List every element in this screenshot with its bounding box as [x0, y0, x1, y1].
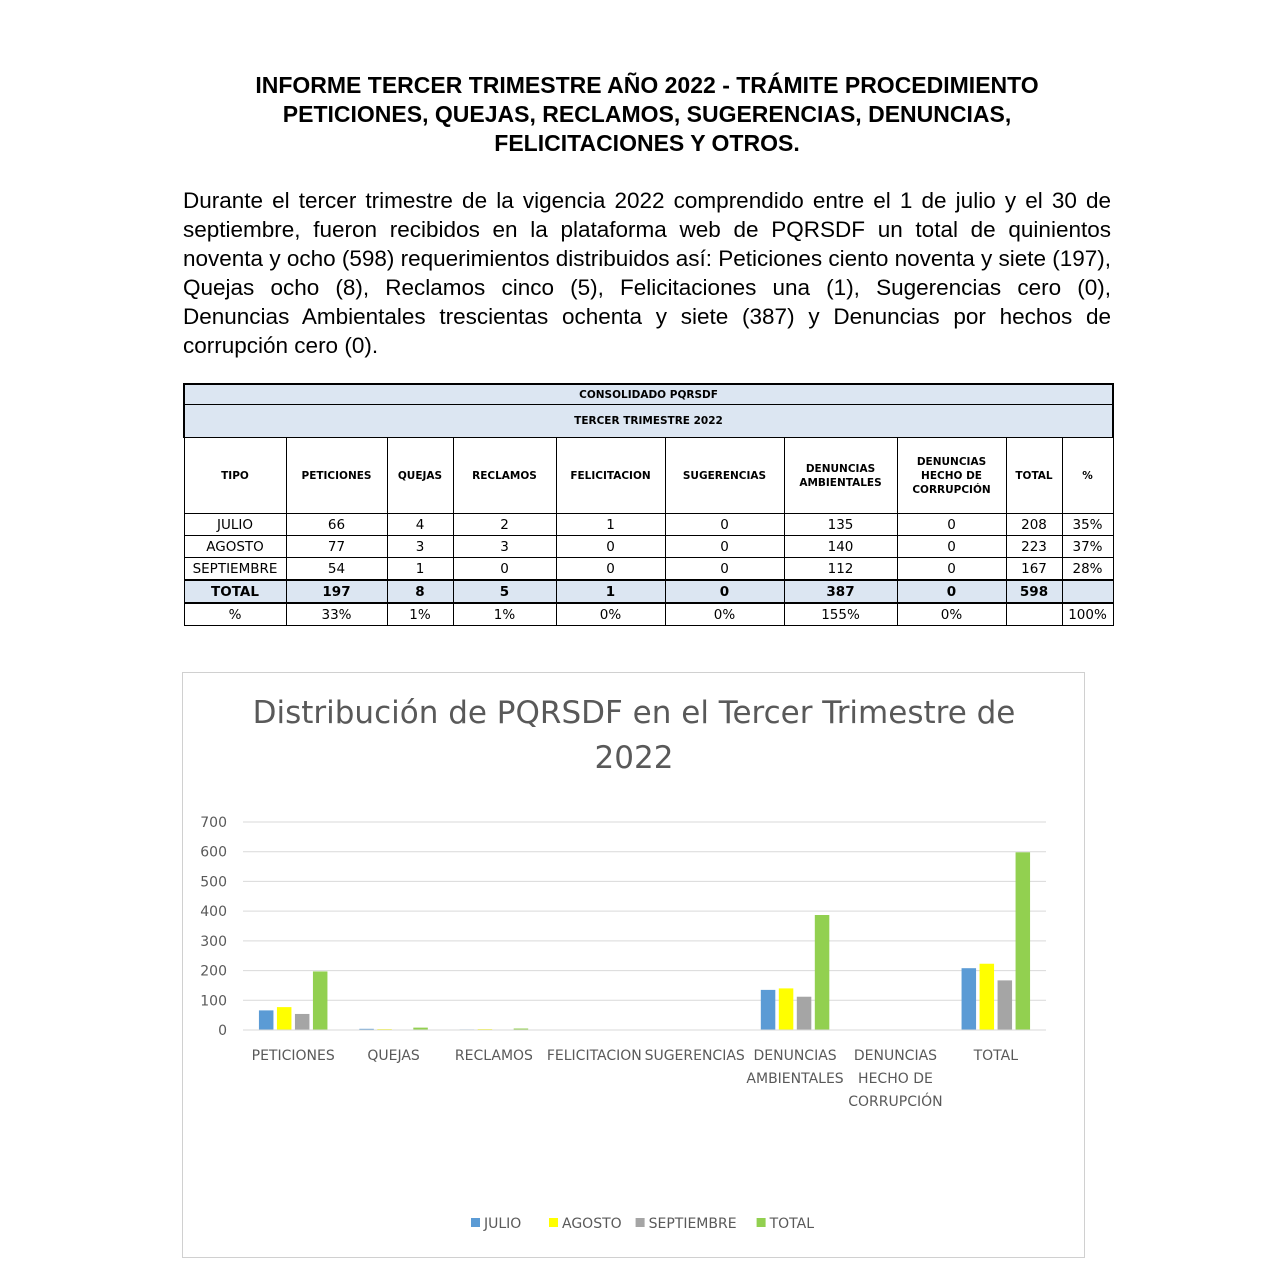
table-cell: 77: [286, 536, 387, 558]
x-tick-label: SUGERENCIAS: [644, 1048, 745, 1064]
table-cell: 208: [1006, 514, 1062, 536]
table-total-row: [184, 580, 1113, 603]
report-title: [183, 71, 1111, 158]
table-cell: 598: [1006, 580, 1062, 603]
title-line: FELICITACIONES Y OTROS.: [494, 130, 800, 156]
table-cell: 66: [286, 514, 387, 536]
table-cell: 3: [387, 536, 453, 558]
table-row: [184, 558, 1113, 581]
x-tick-label: QUEJAS: [367, 1048, 420, 1064]
x-tick-label: DENUNCIAS AMBIENTALES: [746, 1048, 844, 1087]
bar: [815, 915, 830, 1030]
table-cell: 0: [556, 536, 665, 558]
table-cell: 33%: [286, 603, 387, 626]
x-tick-label: PETICIONES: [251, 1048, 335, 1064]
column-header: RECLAMOS: [453, 438, 556, 514]
table-cell: AGOSTO: [184, 536, 286, 558]
chart-title: 2022: [594, 740, 674, 776]
table-header-consolidado: CONSOLIDADO PQRSDF: [184, 384, 1113, 405]
bar: [277, 1007, 292, 1030]
y-tick-label: 600: [200, 844, 227, 861]
intro-paragraph: Durante el tercer trimestre de la vigencia 2022 comprendido entre el 1 de julio y el 30 de septiembre, fueron recibidos en la plataforma web de PQRSDF un total de quinientos noventa y ocho (598) requerimientos distribuidos así: Peticiones ciento noventa y siete (197), Quejas ocho (8), Reclamos cinco (5), Felicitaciones una (1), Sugerencias cero (0), Denuncias Ambientales trescientas ochenta y siete (387) y Denuncias por hechos de corrupción cero (0).: [183, 188, 1112, 358]
title-line: PETICIONES, QUEJAS, RECLAMOS, SUGERENCIAS, DENUNCIAS,: [282, 101, 1012, 127]
legend-swatch: [549, 1218, 558, 1227]
table-cell: 8: [387, 580, 453, 603]
legend-swatch: [636, 1218, 645, 1227]
table-cell: 35%: [1062, 514, 1113, 536]
table-cell: TOTAL: [184, 580, 286, 603]
x-tick-label: DENUNCIAS HECHO DE CORRUPCIÓN: [848, 1048, 943, 1110]
table-cell: 1%: [387, 603, 453, 626]
table-cell: 0: [897, 514, 1006, 536]
table-cell: 0: [665, 558, 784, 581]
bar: [779, 988, 794, 1030]
column-header: DENUNCIAS AMBIENTALES: [784, 438, 897, 514]
column-header: DENUNCIAS HECHO DE CORRUPCIÓN: [897, 438, 1006, 514]
y-tick-label: 500: [200, 874, 227, 891]
table-cell: 1%: [453, 603, 556, 626]
column-header: PETICIONES: [286, 438, 387, 514]
table-cell: 4: [387, 514, 453, 536]
y-tick-label: 100: [200, 993, 227, 1010]
column-header: %: [1062, 438, 1113, 514]
table-percent-row: [184, 603, 1113, 626]
bar: [1016, 852, 1031, 1030]
bar: [761, 990, 776, 1030]
legend-label: JULIO: [484, 1216, 522, 1232]
table-header-trimestre: TERCER TRIMESTRE 2022: [184, 405, 1113, 438]
table-cell: 2: [453, 514, 556, 536]
column-header: TOTAL: [1006, 438, 1062, 514]
bar-chart: [183, 673, 1086, 1259]
table-cell: JULIO: [184, 514, 286, 536]
table-cell: 28%: [1062, 558, 1113, 581]
table-cell: 0: [897, 536, 1006, 558]
bar: [797, 997, 812, 1030]
column-header: QUEJAS: [387, 438, 453, 514]
table-cell: [1062, 580, 1113, 603]
table-cell: 1: [387, 558, 453, 581]
bar: [980, 964, 995, 1030]
x-tick-label: RECLAMOS: [454, 1048, 533, 1064]
table-cell: 1: [556, 514, 665, 536]
table-cell: 387: [784, 580, 897, 603]
table-cell: 0: [453, 558, 556, 581]
table-cell: 0: [897, 580, 1006, 603]
table-cell: 135: [784, 514, 897, 536]
table-cell: 3: [453, 536, 556, 558]
legend-label: TOTAL: [769, 1216, 815, 1232]
table-cell: 0%: [897, 603, 1006, 626]
table-cell: 0: [665, 514, 784, 536]
y-tick-label: 200: [200, 963, 227, 980]
x-tick-label: TOTAL: [973, 1048, 1019, 1064]
column-header: TIPO: [184, 438, 286, 514]
table-cell: 197: [286, 580, 387, 603]
table-cell: %: [184, 603, 286, 626]
legend-swatch: [471, 1218, 480, 1227]
table-cell: 0: [897, 558, 1006, 581]
column-header: FELICITACION: [556, 438, 665, 514]
y-tick-label: 300: [200, 933, 227, 950]
legend-label: AGOSTO: [562, 1216, 622, 1232]
table-cell: 5: [453, 580, 556, 603]
table-cell: 0%: [665, 603, 784, 626]
table-cell: SEPTIEMBRE: [184, 558, 286, 581]
chart-title: Distribución de PQRSDF en el Tercer Trimestre de: [252, 695, 1016, 731]
x-tick-label: FELICITACION: [546, 1048, 642, 1064]
y-tick-label: 400: [200, 904, 227, 921]
bar: [259, 1010, 274, 1030]
table-row: [184, 514, 1113, 536]
table-cell: [1006, 603, 1062, 626]
legend-swatch: [757, 1218, 766, 1227]
bar: [313, 971, 328, 1030]
y-tick-label: 0: [218, 1023, 227, 1039]
table-cell: 0: [665, 536, 784, 558]
y-tick-label: 700: [200, 815, 227, 831]
table-cell: 0%: [556, 603, 665, 626]
table-cell: 1: [556, 580, 665, 603]
table-cell: 140: [784, 536, 897, 558]
bar: [962, 968, 977, 1030]
chart-container: [182, 672, 1085, 1258]
table-cell: 167: [1006, 558, 1062, 581]
table-cell: 223: [1006, 536, 1062, 558]
column-header: SUGERENCIAS: [665, 438, 784, 514]
bar: [295, 1014, 310, 1030]
table-cell: 54: [286, 558, 387, 581]
table-cell: 37%: [1062, 536, 1113, 558]
column-header-row: [184, 438, 1113, 514]
legend-label: SEPTIEMBRE: [648, 1216, 737, 1232]
pqrsdf-table: [183, 383, 1114, 626]
title-line: INFORME TERCER TRIMESTRE AÑO 2022 - TRÁMITE PROCEDIMIENTO: [255, 72, 1039, 98]
table-cell: 112: [784, 558, 897, 581]
bar: [998, 980, 1013, 1030]
table-row: [184, 536, 1113, 558]
table-cell: 0: [665, 580, 784, 603]
table-cell: 0: [556, 558, 665, 581]
table-cell: 100%: [1062, 603, 1113, 626]
table-cell: 155%: [784, 603, 897, 626]
